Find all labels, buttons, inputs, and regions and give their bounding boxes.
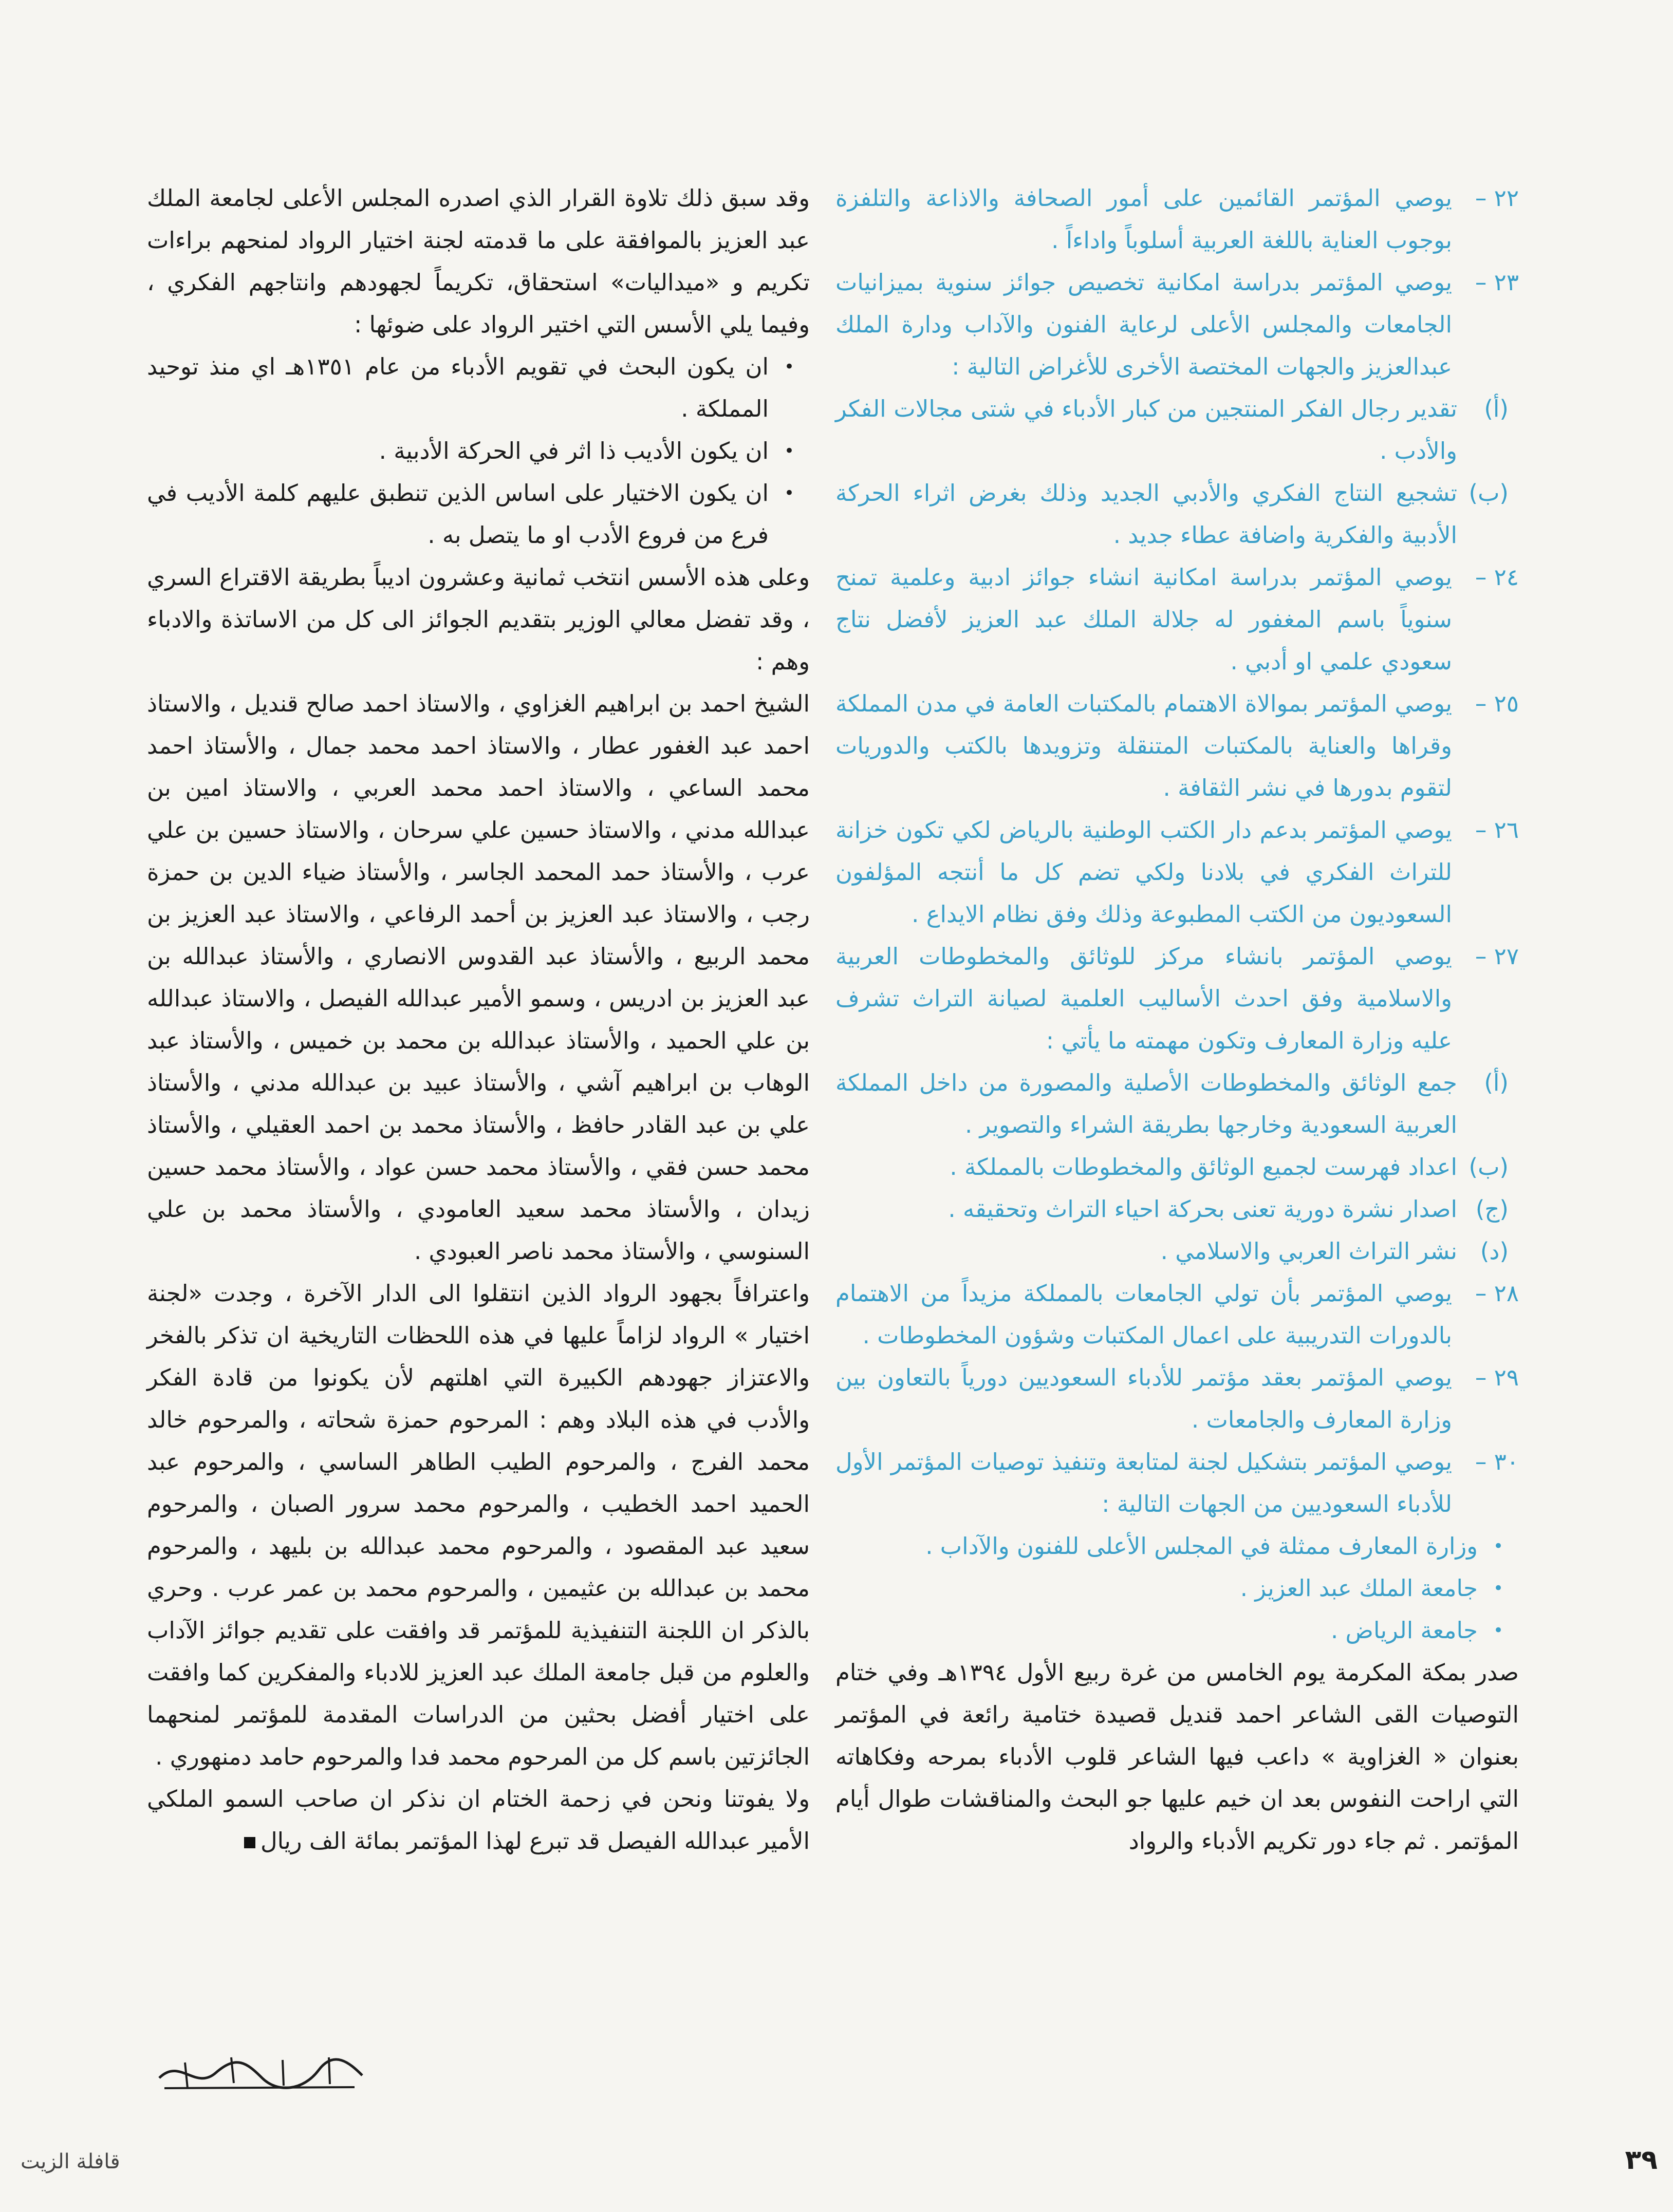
bullet-item bbox=[147, 346, 810, 430]
item-number: ٢٦ – bbox=[1475, 816, 1519, 843]
sub-text: نشر التراث العربي والاسلامي . bbox=[1160, 1238, 1457, 1265]
sub-text: اصدار نشرة دورية تعنى بحركة احياء التراث وتحقيقه . bbox=[948, 1195, 1457, 1223]
bullet-text: ان يكون البحث في تقويم الأدباء من عام ١٣٥١هـ اي منذ توحيد المملكة . bbox=[147, 353, 769, 422]
recommendations-column bbox=[835, 177, 1519, 1862]
sub-label: (ج) bbox=[1475, 1195, 1509, 1223]
item-number: ٢٤ – bbox=[1475, 564, 1519, 591]
bullet-item bbox=[147, 472, 810, 556]
item-text: يوصي المؤتمر بدراسة امكانية انشاء جوائز ادبية وعلمية تمنح سنوياً باسم المغفور له جلالة الملك عبد العزيز لأفضل نتاج سعودي علمي او أدبي . bbox=[835, 564, 1452, 675]
bullet-text: جامعة الملك عبد العزيز . bbox=[1240, 1574, 1478, 1602]
recommendation-item bbox=[835, 177, 1519, 261]
bullet-text: ان يكون الاختيار على اساس الذين تنطبق عليهم كلمة الأديب في فرع من فروع الأدب او ما يتصل به . bbox=[147, 479, 769, 549]
sub-label: (ب) bbox=[1468, 1153, 1509, 1180]
item-text: يوصي المؤتمر بموالاة الاهتمام بالمكتبات العامة في مدن المملكة وقراها والعناية بالمكتبات المتنقلة وتزويدها بالكتب والدوريات لتقوم بدورها في نشر الثقافة . bbox=[835, 690, 1452, 801]
item-number: ٢٢ – bbox=[1475, 184, 1519, 212]
item-text: يوصي المؤتمر القائمين على أمور الصحافة والاذاعة والتلفزة بوجوب العناية باللغة العربية أسلوباً واداءاً . bbox=[835, 184, 1452, 254]
bullet-text: ان يكون الأديب ذا اثر في الحركة الأدبية . bbox=[379, 437, 769, 464]
item-text: يوصي المؤتمر بعقد مؤتمر للأدباء السعوديين دورياً بالتعاون بين وزارة المعارف والجامعات . bbox=[835, 1364, 1452, 1433]
magazine-name: قافلة الزيت bbox=[21, 2150, 120, 2173]
recommendation-item bbox=[835, 261, 1519, 388]
recommendation-item bbox=[835, 1357, 1519, 1441]
end-mark-icon bbox=[244, 1837, 255, 1848]
item-text: يوصي المؤتمر بدعم دار الكتب الوطنية بالرياض لكي تكون خزانة للتراث الفكري في بلادنا ولكي تضم كل ما أنتجه المؤلفون السعوديون من الكتب المطبوعة وذلك وفق نظام الايداع . bbox=[835, 816, 1452, 928]
bullet-item bbox=[835, 1525, 1519, 1567]
sub-text: اعداد فهرست لجميع الوثائق والمخطوطات بالمملكة . bbox=[950, 1153, 1457, 1180]
sub-text: تشجيع النتاج الفكري والأدبي الجديد وذلك بغرض اثراء الحركة الأدبية والفكرية واضافة عطاء جديد . bbox=[835, 479, 1457, 549]
paragraph: وقد سبق ذلك تلاوة القرار الذي اصدره المجلس الأعلى لجامعة الملك عبد العزيز بالموافقة على ما قدمته لجنة اختيار الرواد لمنحهم براءات تكريم و «ميداليات» استحقاق، تكريماً لجهودهم وانتاجهم الفكري ، وفيما يلي الأسس التي اختير الرواد على ضوئها : bbox=[147, 184, 810, 338]
item-text: يوصي المؤتمر بانشاء مركز للوثائق والمخطوطات العربية والاسلامية وفق احدث الأساليب العلمية لصيانة التراث تشرف عليه وزارة المعارف وتكون مهمته ما يأتي : bbox=[835, 943, 1452, 1054]
recommendation-item bbox=[835, 809, 1519, 935]
paragraph: وعلى هذه الأسس انتخب ثمانية وعشرون اديباً بطريقة الاقتراع السري ، وقد تفضل معالي الوزير بتقديم الجوائز الى كل من الاساتذة والادباء وهم : bbox=[147, 564, 810, 675]
bullet-icon: • bbox=[784, 357, 795, 377]
sub-item bbox=[835, 1062, 1519, 1146]
bullet-text: وزارة المعارف ممثلة في المجلس الأعلى للفنون والآداب . bbox=[925, 1532, 1478, 1560]
recommendation-item bbox=[835, 935, 1519, 1062]
paragraph-final bbox=[147, 1778, 810, 1862]
sub-label: (أ) bbox=[1484, 1069, 1509, 1096]
bullet-item bbox=[835, 1609, 1519, 1652]
bullet-icon: • bbox=[1493, 1578, 1504, 1599]
item-number: ٢٩ – bbox=[1475, 1364, 1519, 1391]
item-text: يوصي المؤتمر بأن تولي الجامعات بالمملكة مزيداً من الاهتمام بالدورات التدريبية على اعمال المكتبات وشؤون المخطوطات . bbox=[835, 1280, 1452, 1349]
bullet-icon: • bbox=[784, 483, 795, 503]
item-number: ٢٥ – bbox=[1475, 690, 1519, 717]
bullet-icon: • bbox=[1493, 1536, 1504, 1557]
sub-text: جمع الوثائق والمخطوطات الأصلية والمصورة من داخل المملكة العربية السعودية وخارجها بطريقة الشراء والتصوير . bbox=[835, 1069, 1457, 1138]
signature bbox=[149, 2042, 370, 2104]
bullet-item bbox=[835, 1567, 1519, 1609]
recommendation-item bbox=[835, 1272, 1519, 1357]
sub-item bbox=[835, 1188, 1519, 1230]
sub-label: (ب) bbox=[1468, 479, 1509, 507]
page-number: ٣٩ bbox=[1625, 2145, 1658, 2176]
sub-text: تقدير رجال الفكر المنتجين من كبار الأدباء في شتى مجالات الفكر والأدب . bbox=[835, 395, 1457, 464]
item-number: ٢٧ – bbox=[1475, 943, 1519, 970]
item-number: ٢٨ – bbox=[1475, 1280, 1519, 1307]
recommendation-item bbox=[835, 683, 1519, 809]
bullet-icon: • bbox=[784, 441, 795, 461]
bullet-item bbox=[147, 430, 810, 472]
sub-item bbox=[835, 1230, 1519, 1272]
bullet-text: جامعة الرياض . bbox=[1330, 1617, 1478, 1644]
recommendation-item bbox=[835, 556, 1519, 683]
paragraph: واعترافاً بجهود الرواد الذين انتقلوا الى الدار الآخرة ، وجدت «لجنة اختيار » الرواد لزاماً عليها في هذه اللحظات التاريخية ان تذكر بالفخر والاعتزاز جهودهم الكبيرة التي اهلتهم لأن يكونوا من قادة الفكر والأدب في هذه البلاد وهم : المرحوم حمزة شحاته ، والمرحوم خالد محمد الفرج ، والمرحوم الطيب الطاهر الساسي ، والمرحوم عبد الحميد احمد الخطيب ، والمرحوم محمد سرور الصبان ، والمرحوم سعيد عبد المقصود ، والمرحوم محمد عبدالله بن بليهد ، والمرحوم محمد بن عبدالله بن عثيمين ، والمرحوم محمد بن عمر عرب . وحري بالذكر ان اللجنة التنفيذية للمؤتمر قد وافقت على تقديم جوائز الآداب والعلوم من قبل جامعة الملك عبد العزيز للادباء والمفكرين كما وافقت على اختيار أفضل بحثين من الدراسات المقدمة للمؤتمر لمنحهما الجائزتين باسم كل من المرحوم محمد فدا والمرحوم حامد دمنهوري . bbox=[147, 1280, 810, 1770]
sub-label: (د) bbox=[1480, 1238, 1509, 1265]
recommendation-item bbox=[835, 1441, 1519, 1525]
item-text: يوصي المؤتمر بتشكيل لجنة لمتابعة وتنفيذ توصيات المؤتمر الأول للأدباء السعوديين من الجهات التالية : bbox=[835, 1448, 1452, 1517]
sub-item bbox=[835, 472, 1519, 556]
item-number: ٢٣ – bbox=[1475, 269, 1519, 296]
sub-label: (أ) bbox=[1484, 395, 1509, 422]
sub-item bbox=[835, 388, 1519, 472]
paragraph: الشيخ احمد بن ابراهيم الغزاوي ، والاستاذ احمد صالح قنديل ، والاستاذ احمد عبد الغفور عطار ، والاستاذ احمد محمد جمال ، والأستاذ احمد محمد الساعي ، والاستاذ احمد محمد العربي ، والاستاذ امين بن عبدالله مدني ، والاستاذ حسين علي سرحان ، والاستاذ حسين بن علي عرب ، والأستاذ حمد المحمد الجاسر ، والأستاذ ضياء الدين بن حمزة رجب ، والاستاذ عبد العزيز بن أحمد الرفاعي ، والاستاذ عبد العزيز بن محمد الربيع ، والأستاذ عبد القدوس الانصاري ، والأستاذ عبدالله بن عبد العزيز بن ادريس ، وسمو الأمير عبدالله الفيصل ، والاستاذ عبدالله بن علي الحميد ، والأستاذ عبدالله بن محمد بن خميس ، والأستاذ عبد الوهاب بن ابراهيم آشي ، والأستاذ عبيد بن عبدالله مدني ، والأستاذ علي بن عبد القادر حافظ ، والأستاذ محمد بن احمد العقيلي ، والأستاذ محمد حسن فقي ، والأستاذ محمد حسن عواد ، والأستاذ محمد حسين زيدان ، والأستاذ محمد سعيد العامودي ، والأستاذ محمد بن علي السنوسي ، والأستاذ محمد ناصر العبودي . bbox=[147, 690, 810, 1265]
bullet-icon: • bbox=[1493, 1620, 1504, 1641]
closing-paragraph: صدر بمكة المكرمة يوم الخامس من غرة ربيع الأول ١٣٩٤هـ وفي ختام التوصيات القى الشاعر احمد قنديل قصيدة ختامية رائعة في المؤتمر بعنوان « الغزاوية » داعب فيها الشاعر قلوب الأدباء بمرحه وفكاهاته التي اراحت النفوس بعد ان خيم عليها جو البحث والمناقشات طوال أيام المؤتمر . ثم جاء دور تكريم الأدباء والرواد bbox=[835, 1659, 1519, 1854]
sub-item bbox=[835, 1146, 1519, 1188]
article-column bbox=[147, 177, 810, 1862]
paragraph-final-text: ولا يفوتنا ونحن في زحمة الختام ان نذكر ان صاحب السمو الملكي الأمير عبدالله الفيصل قد تبرع لهذا المؤتمر بمائة الف ريال bbox=[147, 1785, 810, 1854]
item-number: ٣٠ – bbox=[1475, 1448, 1519, 1475]
item-text: يوصي المؤتمر بدراسة امكانية تخصيص جوائز سنوية بميزانيات الجامعات والمجلس الأعلى لرعاية الفنون والآداب ودارة الملك عبدالعزيز والجهات المختصة الأخرى للأغراض التالية : bbox=[835, 269, 1452, 380]
